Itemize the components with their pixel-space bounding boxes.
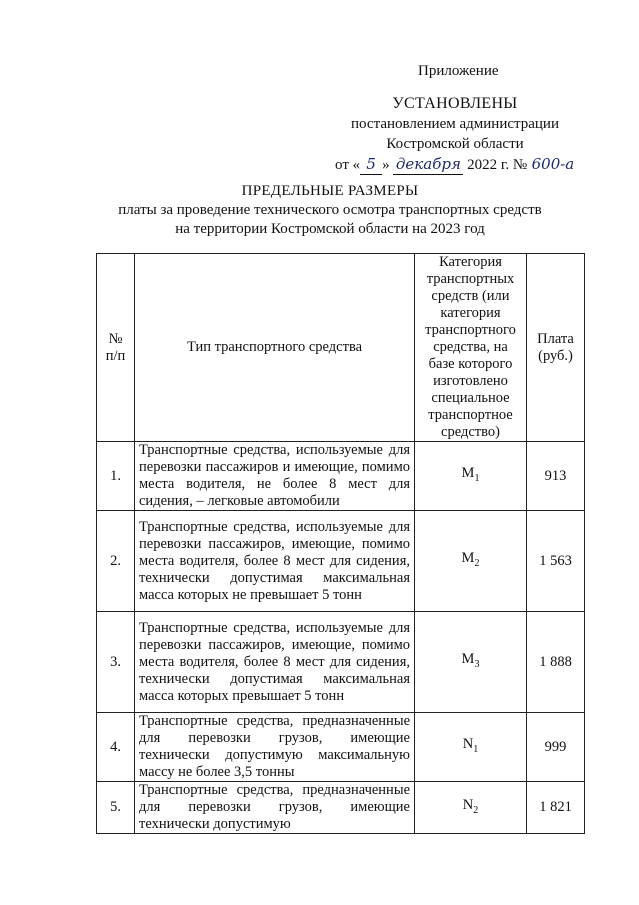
header-type: Тип транспортного средства: [135, 254, 415, 442]
title-line-1: ПРЕДЕЛЬНЫЕ РАЗМЕРЫ: [241, 183, 419, 199]
row-fee: 1 888: [527, 612, 585, 713]
row-description: Транспортные средства, предназначенные для перевозки грузов, имеющие технически допустимую максимальную массу не более 3,5 тонны: [135, 713, 415, 782]
row-number: 3.: [97, 612, 135, 713]
table-row: [97, 511, 585, 612]
header-fee: Плата (руб.): [527, 254, 585, 442]
title-line-3: на территории Костромской области на 2023 год: [175, 221, 485, 237]
approval-line-2: Костромской области: [386, 136, 524, 152]
row-fee: 913: [527, 442, 585, 511]
approved-heading: УСТАНОВЛЕНЫ: [392, 95, 518, 112]
row-description: Транспортные средства, предназначенные для перевозки грузов, имеющие технически допустимую: [135, 782, 415, 834]
row-category: $N_1$: [415, 713, 527, 782]
appendix-label: Приложение: [418, 63, 499, 79]
handwritten-day: 5: [360, 154, 382, 175]
fees-table: [96, 253, 585, 834]
document-title: [60, 182, 600, 239]
handwritten-month: декабря: [393, 154, 463, 175]
row-category: $N_2$: [415, 782, 527, 834]
approval-line-1: постановлением администрации: [351, 116, 559, 132]
row-description: Транспортные средства, используемые для перевозки пассажиров и имеющие, помимо места водителя, не более 8 мест для сидения, – легковые автомобили: [135, 442, 415, 511]
row-number: 4.: [97, 713, 135, 782]
row-category: $M_1$: [415, 442, 527, 511]
row-category: $M_3$: [415, 612, 527, 713]
row-number: 5.: [97, 782, 135, 834]
approval-date-line: [330, 154, 580, 175]
table-row: [97, 713, 585, 782]
row-description: Транспортные средства, используемые для перевозки пассажиров, имеющие, помимо места водителя, более 8 мест для сидения, технически допустимая максимальная масса которых не превышает 5 тонн: [135, 511, 415, 612]
title-line-2: платы за проведение технического осмотра транспортных средств: [118, 202, 542, 218]
row-fee: 1 563: [527, 511, 585, 612]
date-quote-close: »: [382, 157, 390, 173]
table-row: [97, 442, 585, 511]
row-fee: 1 821: [527, 782, 585, 834]
approval-block: [330, 94, 580, 175]
header-number: № п/п: [97, 254, 135, 442]
date-prefix: от «: [335, 157, 361, 173]
table-row: [97, 782, 585, 834]
row-number: 1.: [97, 442, 135, 511]
row-number: 2.: [97, 511, 135, 612]
row-category: $M_2$: [415, 511, 527, 612]
table-row: [97, 612, 585, 713]
header-category: Категория транспортных средств (или категория транспортного средства, на базе которого изготовлено специальное транспортное средство): [415, 254, 527, 442]
row-description: Транспортные средства, используемые для перевозки пассажиров, имеющие, помимо места водителя, более 8 мест для сидения, технически допустимая максимальная масса которых превышает 5 тонн: [135, 612, 415, 713]
row-fee: 999: [527, 713, 585, 782]
table-header-row: [97, 254, 585, 442]
date-year: 2022 г. №: [467, 157, 528, 173]
handwritten-number: 600-а: [531, 155, 575, 173]
